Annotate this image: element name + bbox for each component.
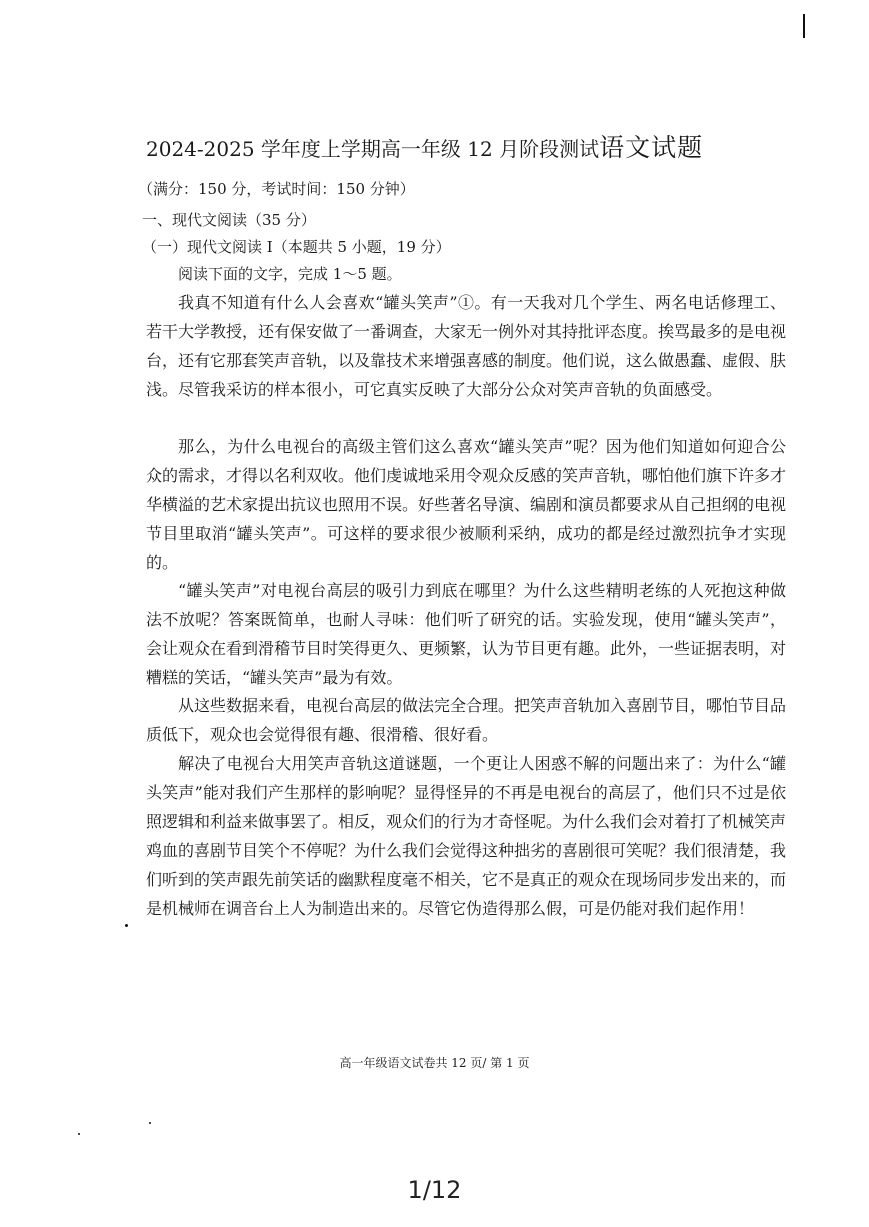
passage-paragraph-4: 从这些数据来看，电视台高层的做法完全合理。把笑声音轨加入喜剧节目，哪怕节目品质低下，观众也会觉得很有趣、很滑稽、很好看。 bbox=[146, 696, 787, 744]
page-caption: 高一年级语文试卷共 12 页/ 第 1 页 bbox=[339, 1056, 530, 1070]
section-subheading: （一）现代文阅读 I（本题共 5 小题，19 分） bbox=[142, 238, 451, 256]
exam-title bbox=[146, 128, 826, 164]
passage-paragraph-1: 我真不知道有什么人会喜欢“罐头笑声”①。有一天我对几个学生、两名电话修理工、若干大学教授，还有保安做了一番调查，大家无一例外对其持批评态度。挨骂最多的是电视台，还有它那套笑声音轨，以及靠技术来增强喜感的制度。他们说，这么做愚蠢、虚假、肤浅。尽管我采访的样本很小，可它真实反映了大部分公众对笑声音轨的负面感受。 bbox=[146, 293, 787, 399]
exam-title-prefix: 2024-2025 学年度上学期高一年级 12 月阶段测试 bbox=[146, 137, 600, 161]
passage-paragraph-3: “罐头笑声”对电视台高层的吸引力到底在哪里？为什么这些精明老练的人死抱这种做法不放呢？答案既简单，也耐人寻味：他们听了研究的话。实验发现，使用“罐头笑声”，会让观众在看到滑稽节目时笑得更久、更频繁，认为节目更有趣。此外，一些证据表明，对糟糕的笑话，“罐头笑声”最为有效。 bbox=[146, 581, 787, 687]
passage-instruction: 阅读下面的文字，完成 1～5 题。 bbox=[178, 265, 402, 283]
exam-title-subject: 语文试题 bbox=[599, 133, 704, 162]
passage-paragraph-5: 解决了电视台大用笑声音轨这道谜题，一个更让人困惑不解的问题出来了：为什么“罐头笑声”能对我们产生那样的影响呢？显得怪异的不再是电视台的高层了，他们只不过是依照逻辑和利益来做事罢了。相反，观众们的行为才奇怪呢。为什么我们会对着打了机械笑声鸡血的喜剧节目笑个不停呢？为什么我们会觉得这种拙劣的喜剧很可笑呢？我们很清楚，我们听到的笑声跟先前笑话的幽默程度毫不相关，它不是真正的观众在现场同步发出来的，而是机械师在调音台上人为制造出来的。尽管它伪造得那么假，可是仍能对我们起作用！ bbox=[146, 754, 787, 918]
scan-dot-bottom-2 bbox=[149, 1122, 151, 1124]
passage-paragraph-2: 那么，为什么电视台的高级主管们这么喜欢“罐头笑声”呢？因为他们知道如何迎合公众的需求，才得以名利双收。他们虔诚地采用令观众反感的笑声音轨，哪怕他们旗下许多才华横溢的艺术家提出抗议也照用不误。好些著名导演、编剧和演员都要求从自己担纲的电视节目里取消“罐头笑声”。可这样的要求很少被顺利采纳，成功的都是经过激烈抗争才实现的。 bbox=[146, 437, 787, 572]
exam-info: （满分：150 分，考试时间：150 分钟） bbox=[138, 180, 415, 198]
section-heading: 一、现代文阅读（35 分） bbox=[142, 211, 316, 229]
scan-dot-bottom bbox=[78, 1133, 80, 1135]
viewer-page-indicator: 1/12 bbox=[407, 1176, 462, 1204]
scan-mark-top-right bbox=[803, 14, 805, 38]
scan-dot-left bbox=[125, 924, 128, 927]
